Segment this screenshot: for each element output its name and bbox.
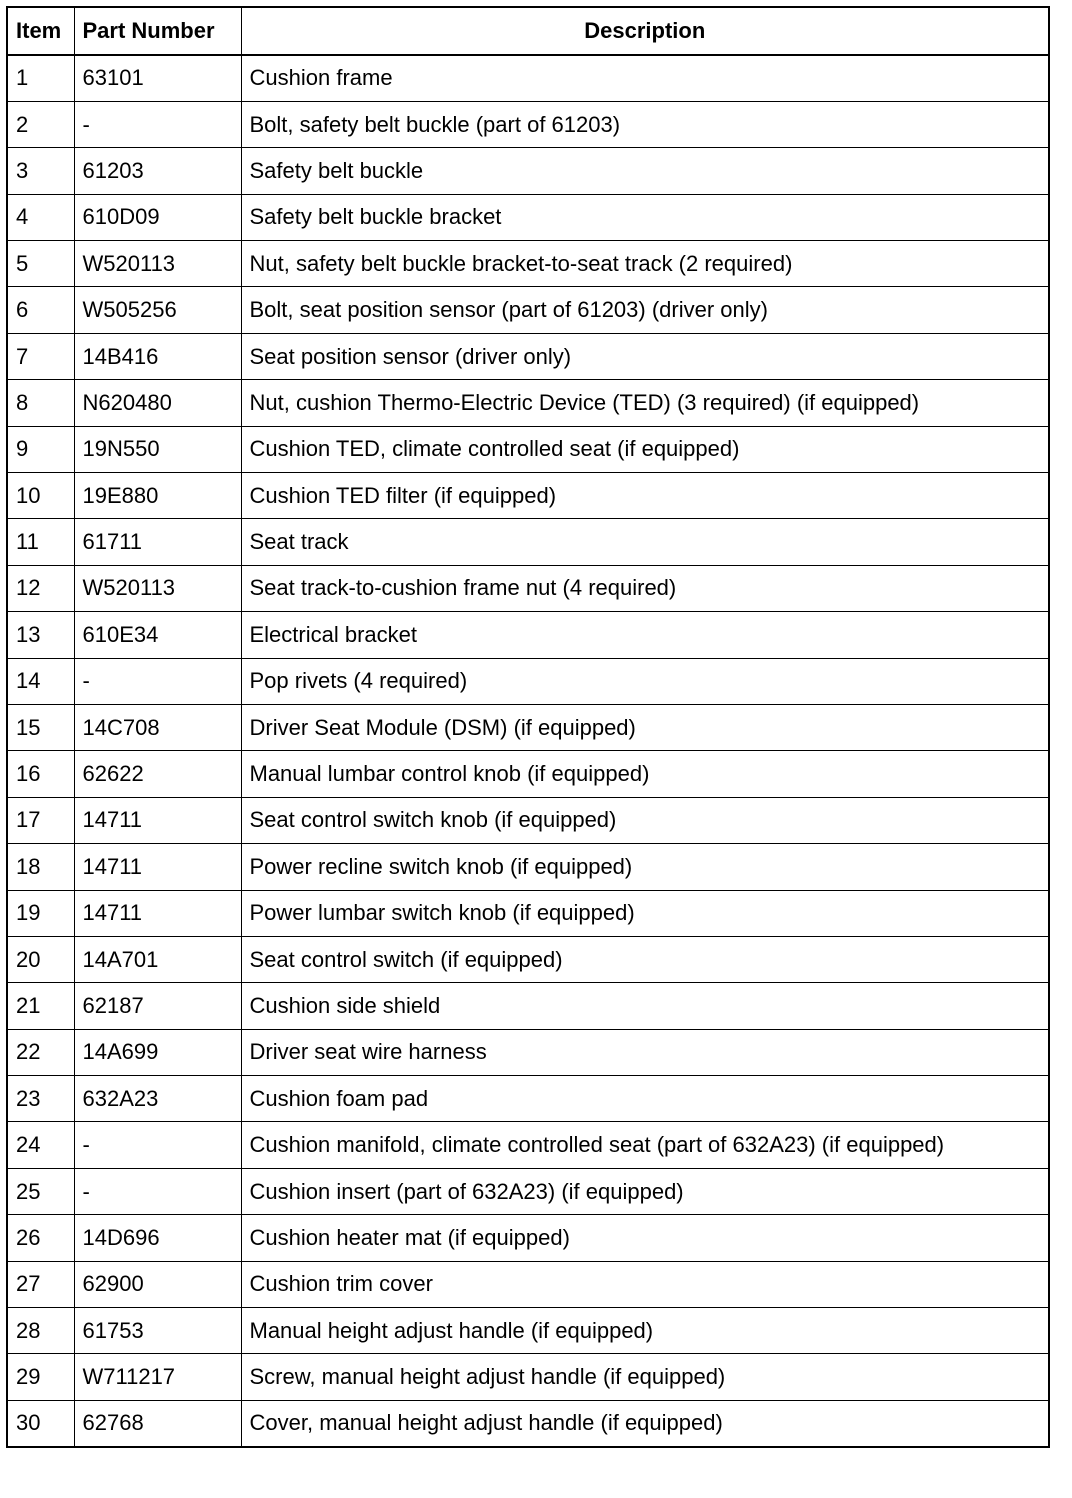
table-body [7, 55, 1049, 1447]
cell-part-number: 19N550 [74, 426, 241, 472]
cell-description: Power recline switch knob (if equipped) [241, 844, 1049, 890]
table-row [7, 101, 1049, 147]
table-row [7, 287, 1049, 333]
table-row [7, 1215, 1049, 1261]
cell-part-number: W711217 [74, 1354, 241, 1400]
cell-item: 30 [7, 1400, 74, 1446]
cell-part-number: 14D696 [74, 1215, 241, 1261]
cell-description: Cushion frame [241, 55, 1049, 101]
table-row [7, 1308, 1049, 1354]
cell-item: 11 [7, 519, 74, 565]
cell-item: 6 [7, 287, 74, 333]
table-row [7, 936, 1049, 982]
cell-item: 13 [7, 612, 74, 658]
table-row [7, 1168, 1049, 1214]
table-row [7, 983, 1049, 1029]
cell-description: Electrical bracket [241, 612, 1049, 658]
cell-description: Cushion insert (part of 632A23) (if equipped) [241, 1168, 1049, 1214]
cell-part-number: 63101 [74, 55, 241, 101]
header-row [7, 7, 1049, 55]
cell-description: Seat control switch (if equipped) [241, 936, 1049, 982]
cell-part-number: 14A701 [74, 936, 241, 982]
cell-item: 19 [7, 890, 74, 936]
cell-description: Cushion manifold, climate controlled seat (part of 632A23) (if equipped) [241, 1122, 1049, 1168]
cell-item: 28 [7, 1308, 74, 1354]
header-part-number: Part Number [74, 7, 241, 55]
cell-part-number: - [74, 101, 241, 147]
cell-description: Seat position sensor (driver only) [241, 333, 1049, 379]
cell-item: 12 [7, 565, 74, 611]
cell-part-number: 61711 [74, 519, 241, 565]
cell-part-number: - [74, 1122, 241, 1168]
table-row [7, 751, 1049, 797]
cell-item: 3 [7, 148, 74, 194]
cell-part-number: - [74, 658, 241, 704]
cell-item: 24 [7, 1122, 74, 1168]
table-row [7, 333, 1049, 379]
cell-description: Cushion TED, climate controlled seat (if equipped) [241, 426, 1049, 472]
cell-item: 9 [7, 426, 74, 472]
cell-description: Seat track-to-cushion frame nut (4 required) [241, 565, 1049, 611]
cell-part-number: 62768 [74, 1400, 241, 1446]
cell-part-number: W520113 [74, 565, 241, 611]
cell-description: Driver Seat Module (DSM) (if equipped) [241, 704, 1049, 750]
cell-description: Cushion heater mat (if equipped) [241, 1215, 1049, 1261]
table-row [7, 1400, 1049, 1446]
cell-item: 4 [7, 194, 74, 240]
cell-item: 21 [7, 983, 74, 1029]
cell-part-number: 14711 [74, 844, 241, 890]
cell-description: Safety belt buckle bracket [241, 194, 1049, 240]
cell-part-number: 14A699 [74, 1029, 241, 1075]
table-row [7, 1029, 1049, 1075]
cell-item: 25 [7, 1168, 74, 1214]
table-header [7, 7, 1049, 55]
table-row [7, 519, 1049, 565]
table-row [7, 241, 1049, 287]
cell-part-number: 14711 [74, 797, 241, 843]
cell-part-number: 610E34 [74, 612, 241, 658]
table-row [7, 612, 1049, 658]
cell-description: Driver seat wire harness [241, 1029, 1049, 1075]
cell-description: Seat track [241, 519, 1049, 565]
cell-item: 1 [7, 55, 74, 101]
cell-description: Bolt, safety belt buckle (part of 61203) [241, 101, 1049, 147]
cell-description: Nut, cushion Thermo-Electric Device (TED) (3 required) (if equipped) [241, 380, 1049, 426]
cell-part-number: 19E880 [74, 473, 241, 519]
cell-item: 17 [7, 797, 74, 843]
cell-description: Manual lumbar control knob (if equipped) [241, 751, 1049, 797]
table-row [7, 704, 1049, 750]
header-item: Item [7, 7, 74, 55]
cell-part-number: N620480 [74, 380, 241, 426]
cell-item: 18 [7, 844, 74, 890]
cell-description: Screw, manual height adjust handle (if equipped) [241, 1354, 1049, 1400]
cell-part-number: 610D09 [74, 194, 241, 240]
cell-description: Power lumbar switch knob (if equipped) [241, 890, 1049, 936]
table-row [7, 658, 1049, 704]
cell-part-number: 14B416 [74, 333, 241, 379]
cell-item: 14 [7, 658, 74, 704]
cell-item: 8 [7, 380, 74, 426]
cell-item: 7 [7, 333, 74, 379]
cell-description: Pop rivets (4 required) [241, 658, 1049, 704]
cell-part-number: 62622 [74, 751, 241, 797]
cell-part-number: - [74, 1168, 241, 1214]
table-row [7, 565, 1049, 611]
table-row [7, 1354, 1049, 1400]
cell-item: 10 [7, 473, 74, 519]
cell-part-number: 14711 [74, 890, 241, 936]
cell-item: 22 [7, 1029, 74, 1075]
table-row [7, 1076, 1049, 1122]
table-row [7, 844, 1049, 890]
cell-description: Manual height adjust handle (if equipped) [241, 1308, 1049, 1354]
table-row [7, 426, 1049, 472]
cell-part-number: 61203 [74, 148, 241, 194]
header-description: Description [241, 7, 1049, 55]
cell-part-number: 61753 [74, 1308, 241, 1354]
cell-item: 5 [7, 241, 74, 287]
cell-item: 15 [7, 704, 74, 750]
cell-description: Cushion foam pad [241, 1076, 1049, 1122]
cell-item: 20 [7, 936, 74, 982]
cell-description: Cushion TED filter (if equipped) [241, 473, 1049, 519]
cell-description: Cushion side shield [241, 983, 1049, 1029]
cell-part-number: W520113 [74, 241, 241, 287]
table-row [7, 890, 1049, 936]
cell-item: 26 [7, 1215, 74, 1261]
cell-item: 27 [7, 1261, 74, 1307]
cell-item: 16 [7, 751, 74, 797]
cell-description: Safety belt buckle [241, 148, 1049, 194]
table-row [7, 380, 1049, 426]
parts-table [6, 6, 1050, 1448]
cell-item: 2 [7, 101, 74, 147]
cell-item: 29 [7, 1354, 74, 1400]
cell-part-number: 62187 [74, 983, 241, 1029]
cell-item: 23 [7, 1076, 74, 1122]
cell-description: Seat control switch knob (if equipped) [241, 797, 1049, 843]
table-row [7, 148, 1049, 194]
cell-part-number: 632A23 [74, 1076, 241, 1122]
table-row [7, 1261, 1049, 1307]
table-row [7, 473, 1049, 519]
cell-description: Bolt, seat position sensor (part of 61203) (driver only) [241, 287, 1049, 333]
cell-description: Cushion trim cover [241, 1261, 1049, 1307]
table-row [7, 55, 1049, 101]
cell-part-number: W505256 [74, 287, 241, 333]
table-row [7, 194, 1049, 240]
table-row [7, 1122, 1049, 1168]
table-row [7, 797, 1049, 843]
cell-description: Cover, manual height adjust handle (if equipped) [241, 1400, 1049, 1446]
cell-part-number: 62900 [74, 1261, 241, 1307]
cell-part-number: 14C708 [74, 704, 241, 750]
cell-description: Nut, safety belt buckle bracket-to-seat track (2 required) [241, 241, 1049, 287]
